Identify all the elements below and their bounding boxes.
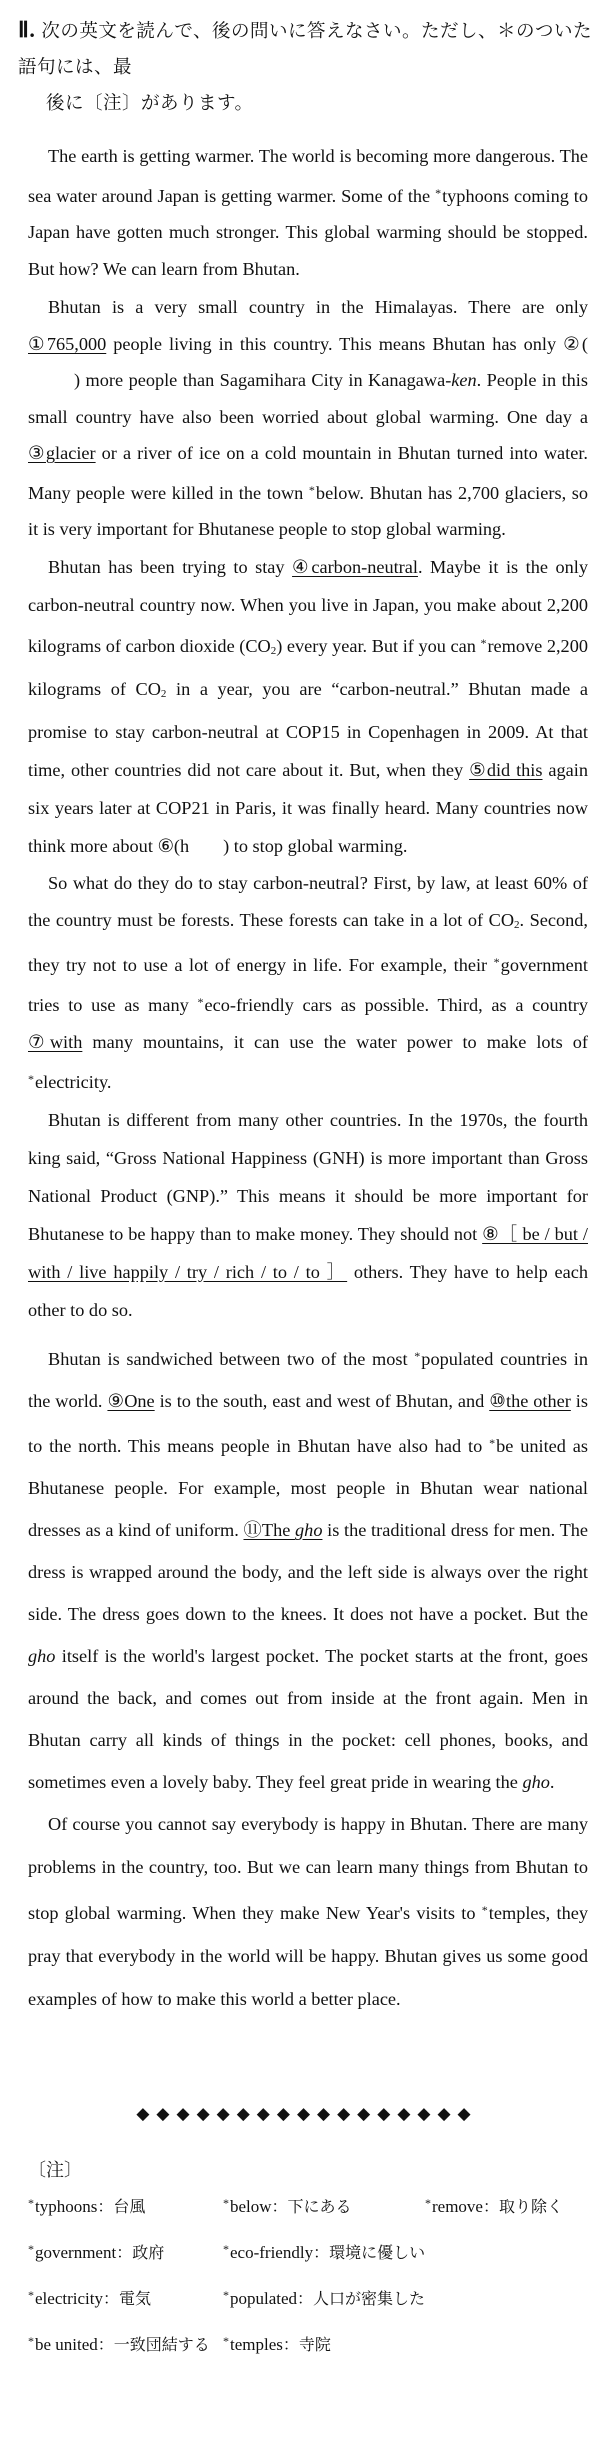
- note-item: *be united：一致団結する: [28, 2334, 210, 2354]
- underline-4: ④carbon-neutral: [292, 556, 418, 577]
- section-divider: ◆◆◆◆◆◆◆◆◆◆◆◆◆◆◆◆◆: [136, 2104, 478, 2123]
- note-item: *eco-friendly：環境に優しい: [223, 2242, 426, 2262]
- note-item: *government：政府: [28, 2242, 165, 2262]
- underline-7: ⑦with: [28, 1031, 83, 1052]
- paragraph-1: The earth is getting warmer. The world is becoming more dangerous. The sea water around Japan is getting warmer. Some of the *typhoons coming to Japan have gotten much stronger. This global warming should be stopped. But how? We can learn from Bhutan.: [28, 146, 589, 279]
- question-instructions: [18, 12, 603, 122]
- underline-9: ⑨One: [107, 1390, 155, 1411]
- note-item: *remove：取り除く: [425, 2196, 563, 2216]
- underline-1: ①765,000: [28, 333, 107, 354]
- question-number: Ⅱ.: [18, 17, 36, 42]
- glossary-notes: [28, 2194, 608, 2378]
- underline-8-word-order: ⑧［ be / but / with / live happily / try / rich / to / to ］: [28, 1223, 588, 1282]
- instruction-line-2: 後に〔注〕があります。: [46, 93, 254, 114]
- paragraph-6: Bhutan is sandwiched between two of the most *populated countries in the world. ⑨One is to the south, east and west of Bhutan, and ⑩the other is to the north. This means people in Bhutan have also had to *be united as Bhutanese people. For example, most people in Bhutan wear national dresses as a kind of uniform. ⑪The gho is the traditional dress for men. The dress is wrapped around the body, and the left side is always over the right side. The dress goes down to the knees. It does not have a pocket. But the gho itself is the world's largest pocket. The pocket starts at the front, goes around the back, and comes out from inside at the front again. Men in Bhutan carry all kinds of things in the pocket: cell phones, books, and sometimes even a lovely baby. They feel great pride in wearing the gho.: [28, 1348, 589, 1792]
- paragraph-2: Bhutan is a very small country in the Himalayas. There are only ①765,000 people living in this country. This means Bhutan has only ②() more people than Sagamihara City in Kanagawa-ken. People in this small country have also been worried about global warming. One day a ③glacier or a river of ice on a cold mountain in Bhutan turned into water. Many people were killed in the town *below. Bhutan has 2,700 glaciers, so it is very important for Bhutanese people to stop global warming.: [28, 297, 589, 539]
- note-item: *electricity：電気: [28, 2288, 151, 2308]
- paragraph-5: Bhutan is different from many other countries. In the 1970s, the fourth king said, “Gross National Happiness (GNH) is more important than Gross National Product (GNP).” This means it should be more important for Bhutanese to be happy than to make money. They should not ⑧［ be / but / with / live happily / try / rich / to / to ］ others. They have to help each other to do so.: [28, 1109, 588, 1320]
- note-item: *populated：人口が密集した: [223, 2288, 426, 2308]
- note-item: *typhoons：台風: [28, 2196, 146, 2216]
- notes-heading: 〔注〕: [28, 2160, 82, 2181]
- paragraph-7: Of course you cannot say everybody is happy in Bhutan. There are many problems in the country, too. But we can learn many things from Bhutan to stop global warming. When they make New Year's visits to *temples, they pray that everybody in the world will be happy. Bhutan gives us some good examples of how to make this world a better place.: [28, 1813, 588, 2009]
- note-item: *below：下にある: [223, 2196, 352, 2216]
- instruction-line-1: 次の英文を読んで、後の問いに答えなさい。ただし、＊のついた語句には、最: [18, 21, 592, 78]
- underline-3: ③glacier: [28, 443, 96, 463]
- underline-11: ⑪The gho: [243, 1519, 323, 1540]
- paragraph-3: Bhutan has been trying to stay ④carbon-neutral. Maybe it is the only carbon-neutral country now. When you live in Japan, you make about 2,200 kilograms of carbon dioxide (CO2) every year. But if you can *remove 2,200 kilograms of CO2 in a year, you are “carbon-neutral.” Bhutan made a promise to stay carbon-neutral at COP15 in Copenhagen in 2009. At that time, other countries did not care about it. But, when they ⑤did this again six years later at COP21 in Paris, it was finally heard. Many countries now think more about ⑥(h ) to stop global warming.: [28, 556, 588, 856]
- reading-passage: [28, 138, 588, 2021]
- paragraph-4: So what do they do to stay carbon-neutral? First, by law, at least 60% of the country must be forests. These forests can take in a lot of CO2. Second, they try not to use a lot of energy in life. For example, their *government tries to use as many *eco-friendly cars as possible. Third, as a country ⑦with many mountains, it can use the water power to make lots of *electricity.: [28, 872, 589, 1092]
- underline-5: ⑤did this: [469, 759, 543, 780]
- note-item: *temples：寺院: [223, 2334, 331, 2354]
- underline-10: ⑩the other: [489, 1390, 571, 1411]
